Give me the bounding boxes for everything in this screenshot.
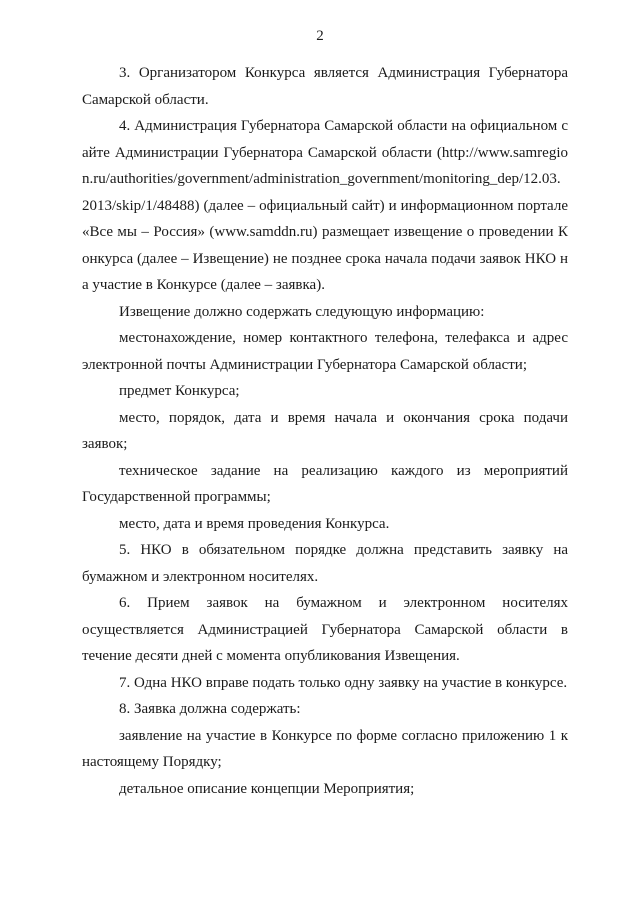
- paragraph-subject: предмет Конкурса;: [119, 383, 240, 399]
- paragraph-one-application: 7. Одна НКО вправе подать только одну заявку на участие в конкурсе.: [119, 674, 568, 691]
- paragraph-notice-contents: Извещение должно содержать следующую информацию:: [119, 303, 485, 320]
- paragraph-concept-description: детальное описание концепции Мероприятия;: [119, 780, 415, 797]
- paragraph-announcement: 4. Администрация Губернатора Самарской области на официальном сайте Администрации Губернатора Самарской области (http://www.samregion.ru/authorities/government/administration_government/monitoring_dep/12.03.2013/skip/1/48488) (далее – официальный сайт) и информационном портале «Все мы – Россия» (www.samddn.ru) размещает извещение о проведении Конкурса (далее – Извещение) не позднее срока начала подачи заявок НКО на участие в Конкурсе (далее – заявка).: [82, 118, 568, 293]
- page-number: 2: [316, 28, 324, 44]
- document-body: [82, 60, 568, 802]
- paragraph-submit-media: 5. НКО в обязательном порядке должна представить заявку на бумажном и электронном носителях.: [82, 542, 568, 585]
- paragraph-acceptance: 6. Прием заявок на бумажном и электронном носителях осуществляется Администрацией Губернатора Самарской области в течение десяти дней с момента опубликования Извещения.: [82, 595, 568, 664]
- paragraph-application-contents: 8. Заявка должна содержать:: [119, 701, 301, 717]
- paragraph-location-contacts: местонахождение, номер контактного телефона, телефакса и адрес электронной почты Администрации Губернатора Самарской области;: [82, 330, 568, 373]
- paragraph-application-period: место, порядок, дата и время начала и окончания срока подачи заявок;: [82, 409, 568, 452]
- paragraph-statement-form: заявление на участие в Конкурсе по форме согласно приложению 1 к настоящему Порядку;: [82, 727, 568, 770]
- paragraph-contest-time: место, дата и время проведения Конкурса.: [119, 515, 390, 532]
- paragraph-organizer: 3. Организатором Конкурса является Администрация Губернатора Самарской области.: [82, 65, 568, 108]
- paragraph-technical-task: техническое задание на реализацию каждого из мероприятий Государственной программы;: [82, 462, 568, 505]
